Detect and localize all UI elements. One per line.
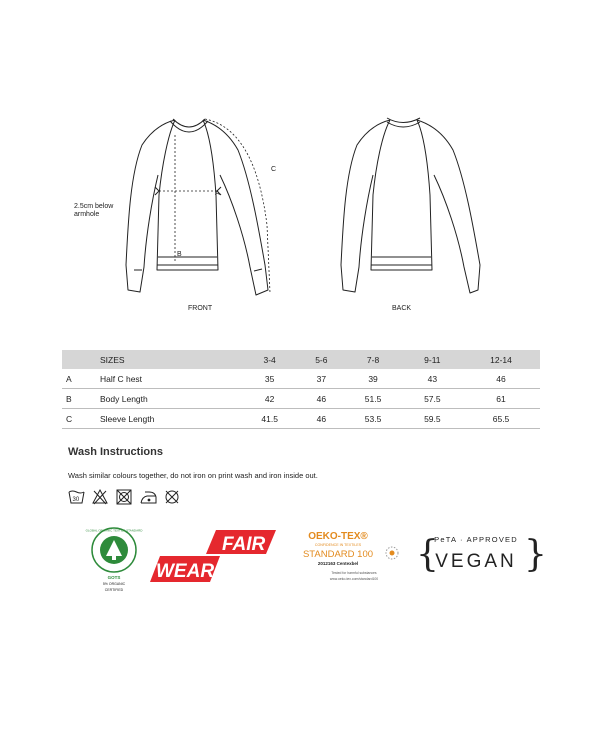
sweatshirt-drawing [60, 105, 480, 320]
oeko-standard: STANDARD 100 [302, 549, 374, 560]
sleeve-length-line [205, 119, 270, 293]
wash-title: Wash Instructions [68, 446, 163, 458]
row-code: C [66, 413, 73, 424]
size-col-header: 7-8 [366, 354, 380, 365]
size-col-header: 5-6 [315, 354, 328, 365]
gots-logo-svg [85, 526, 143, 596]
wash-temperature: 30 [72, 497, 80, 503]
marker-c: C [271, 166, 277, 173]
peta-vegan-logo [410, 528, 547, 584]
wear-word: WEAR [156, 561, 215, 582]
back-label: BACK [392, 305, 412, 312]
oekotex-logo [296, 527, 406, 589]
size-col-header: 12-14 [490, 354, 512, 365]
fairwear-logo-svg [150, 526, 280, 588]
oeko-flower-icon [386, 547, 398, 559]
cell: 46 [316, 413, 327, 424]
oeko-title: OEKO-TEX® [308, 531, 368, 542]
oeko-sub: CONFIDENCE IN TEXTILES [314, 543, 362, 547]
cell: 57.5 [424, 393, 441, 404]
gots-line3: 5% ORGANIC [102, 582, 126, 586]
table-row [62, 389, 540, 409]
no-tumble-dry-icon [117, 490, 131, 504]
measure-note: 2.5cm below armhole [74, 203, 114, 218]
row-name: Half C hest [100, 373, 143, 384]
header-sizes-label: SIZES [100, 354, 125, 365]
row-code: A [66, 373, 72, 384]
cell: 46 [316, 393, 327, 404]
cell: 41.5 [261, 413, 278, 424]
header-code-cell [62, 350, 96, 369]
peta-vegan-logo-svg [410, 528, 547, 584]
row-name: Body Length [100, 393, 148, 404]
table-row [62, 369, 540, 389]
table-header-row [62, 350, 540, 369]
gots-line1: GLOBAL ORGANIC TEXTILE STANDARD [85, 528, 143, 533]
garment-diagram [60, 105, 480, 320]
cell: 43 [427, 373, 438, 384]
right-brace-icon: } [524, 534, 547, 575]
gots-line2: GOTS [107, 575, 121, 580]
cell: 42 [264, 393, 275, 404]
cell: 46 [496, 373, 506, 384]
back-sweatshirt [341, 118, 480, 293]
front-label: FRONT [188, 305, 213, 312]
oeko-test1: Tested for harmful substances [331, 571, 377, 575]
fairwear-logo [150, 526, 280, 588]
oeko-test2: www.oeko-tex.com/standard100 [329, 577, 379, 581]
fair-word: FAIR [222, 534, 266, 555]
marker-b: B [177, 251, 182, 258]
row-code: B [66, 393, 72, 404]
wash-30-icon [69, 491, 84, 503]
cell: 35 [264, 373, 275, 384]
cell: 59.5 [424, 413, 441, 424]
gots-line4: CERTIFIED [104, 588, 124, 592]
no-bleach-icon [93, 490, 107, 504]
care-icons [68, 488, 188, 511]
cell: 53.5 [364, 413, 382, 424]
cell: 51.5 [364, 393, 382, 404]
peta-top: PeTA · APPROVED [434, 535, 518, 544]
peta-main: VEGAN [435, 551, 517, 572]
cell: 39 [368, 373, 378, 384]
cell: 65.5 [492, 413, 510, 424]
size-table [62, 350, 540, 429]
cell: 61 [496, 393, 506, 404]
care-icons-svg [68, 488, 188, 506]
size-col-header: 3-4 [263, 354, 276, 365]
left-brace-icon: { [416, 534, 439, 575]
iron-low-icon [141, 492, 156, 503]
no-dry-clean-icon [166, 491, 178, 503]
front-sweatshirt [126, 119, 268, 295]
table-row [62, 409, 540, 429]
oeko-number: 2012163 Centexbel [317, 561, 359, 566]
wash-text: Wash similar colours together, do not iron on print wash and iron inside out. [68, 471, 318, 480]
gots-logo [85, 526, 143, 596]
row-name: Sleeve Length [100, 413, 155, 424]
size-col-header: 9-11 [424, 354, 441, 365]
marker-a: A [215, 190, 220, 197]
cell: 37 [316, 373, 327, 384]
oekotex-logo-svg [296, 527, 406, 589]
